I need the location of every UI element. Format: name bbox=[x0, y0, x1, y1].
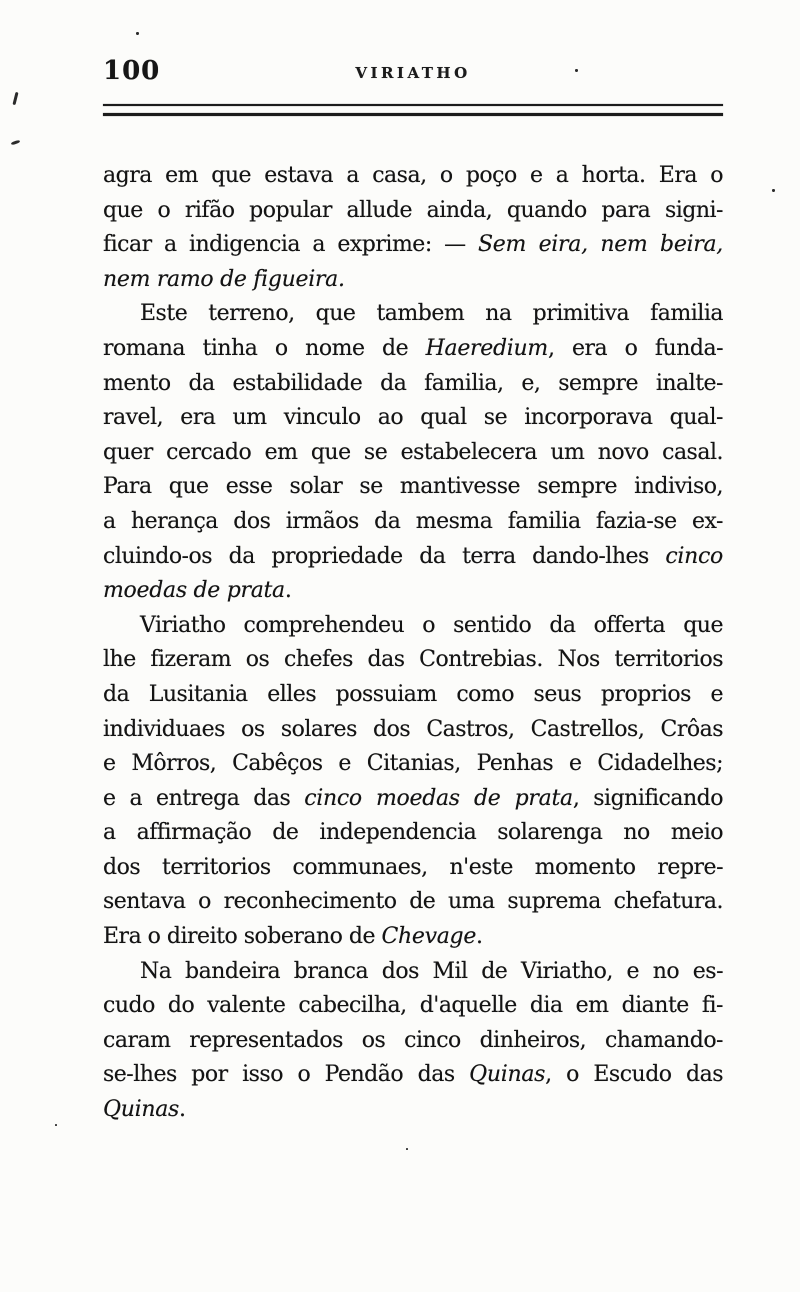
text-line bbox=[103, 1093, 723, 1128]
text-segment: a affirmação de independencia solarenga no meio bbox=[103, 820, 723, 846]
text-line bbox=[103, 609, 723, 644]
running-title: VIRIATHO bbox=[355, 64, 471, 82]
text-segment: e Môrros, Cabêços e Citanias, Penhas e Cidadelhes; bbox=[103, 751, 723, 777]
header-rule-top bbox=[103, 104, 723, 106]
text-line bbox=[103, 540, 723, 575]
text-segment: a herança dos irmãos da mesma familia fazia-se ex- bbox=[103, 508, 723, 534]
text-line bbox=[103, 782, 723, 817]
text-segment: Na bandeira branca dos Mil de Viriatho, e no es- bbox=[140, 958, 723, 984]
text-line bbox=[103, 920, 723, 955]
text-line bbox=[103, 1058, 723, 1093]
page-header bbox=[103, 56, 723, 90]
scan-artifact bbox=[11, 140, 20, 146]
italic-text-segment: Sem eira, nem beira, bbox=[477, 232, 723, 258]
text-segment: mento da estabilidade da familia, e, sempre inalte- bbox=[103, 370, 723, 396]
italic-text-segment: nem ramo de figueira. bbox=[103, 266, 345, 292]
scan-artifact bbox=[575, 69, 578, 72]
text-segment: , significando bbox=[572, 785, 723, 811]
text-line bbox=[103, 885, 723, 920]
text-line bbox=[103, 297, 723, 332]
text-line bbox=[103, 955, 723, 990]
italic-text-segment: cinco bbox=[665, 543, 723, 569]
text-segment: Para que esse solar se mantivesse sempre indiviso, bbox=[103, 474, 723, 500]
text-line bbox=[103, 228, 723, 263]
text-segment: Era o direito soberano de bbox=[103, 924, 382, 950]
text-line bbox=[103, 332, 723, 367]
text-segment: dos territorios communaes, n'este momento repre- bbox=[103, 854, 723, 880]
text-line bbox=[103, 851, 723, 886]
text-line bbox=[103, 643, 723, 678]
text-segment: quer cercado em que se estabelecera um novo casal. bbox=[103, 439, 723, 465]
scan-artifact bbox=[12, 92, 18, 105]
text-line bbox=[103, 194, 723, 229]
text-line bbox=[103, 1024, 723, 1059]
text-segment: . bbox=[179, 1097, 186, 1123]
text-line bbox=[103, 401, 723, 436]
italic-text-segment: Quinas bbox=[469, 1062, 546, 1088]
text-segment: sentava o reconhecimento de uma suprema chefatura. bbox=[103, 889, 723, 915]
text-segment: Viriatho comprehendeu o sentido da offerta que bbox=[140, 612, 723, 638]
italic-text-segment: Quinas bbox=[103, 1097, 180, 1123]
italic-text-segment: Haeredium bbox=[425, 335, 548, 361]
page-body bbox=[103, 159, 723, 1128]
text-segment: da Lusitania elles possuiam como seus proprios e bbox=[103, 681, 723, 707]
text-segment: Este terreno, que tambem na primitiva familia bbox=[140, 301, 723, 327]
text-line bbox=[103, 263, 723, 298]
text-segment: cluindo-os da propriedade da terra dando-lhes bbox=[103, 543, 666, 569]
text-segment: ravel, era um vinculo ao qual se incorporava qual- bbox=[103, 405, 723, 431]
italic-text-segment: cinco moedas de prata bbox=[304, 785, 573, 811]
text-line bbox=[103, 436, 723, 471]
text-line bbox=[103, 816, 723, 851]
text-line bbox=[103, 470, 723, 505]
text-line bbox=[103, 159, 723, 194]
text-line bbox=[103, 678, 723, 713]
scan-artifact bbox=[136, 32, 139, 35]
text-segment: . bbox=[284, 578, 292, 604]
text-segment: caram representados os cinco dinheiros, chamando- bbox=[103, 1027, 723, 1053]
text-segment: individuaes os solares dos Castros, Castrellos, Crôas bbox=[103, 716, 723, 742]
text-line bbox=[103, 367, 723, 402]
text-line bbox=[103, 747, 723, 782]
scan-artifact bbox=[406, 1148, 408, 1150]
text-line bbox=[103, 574, 723, 609]
scan-artifact bbox=[55, 1124, 57, 1126]
text-segment: se-lhes por isso o Pendão das bbox=[103, 1062, 470, 1088]
text-segment: agra em que estava a casa, o poço e a horta. Era o bbox=[103, 163, 723, 188]
text-line bbox=[103, 989, 723, 1024]
italic-text-segment: moedas de prata bbox=[103, 578, 285, 604]
page-number: 100 bbox=[103, 56, 161, 86]
text-segment: , o Escudo das bbox=[545, 1062, 723, 1088]
text-segment: . bbox=[476, 924, 483, 950]
scan-artifact bbox=[772, 189, 775, 192]
text-line bbox=[103, 713, 723, 748]
text-segment: e a entrega das bbox=[103, 785, 305, 811]
text-segment: que o rifão popular allude ainda, quando para signi- bbox=[103, 197, 723, 223]
text-segment: romana tinha o nome de bbox=[103, 335, 426, 361]
text-segment: , era o funda- bbox=[547, 335, 723, 361]
text-segment: ficar a indigencia a exprime: — bbox=[103, 232, 478, 258]
text-segment: cudo do valente cabecilha, d'aquelle dia em diante fi- bbox=[103, 993, 723, 1019]
header-rule-bottom bbox=[103, 113, 723, 116]
text-segment: lhe fizeram os chefes das Contrebias. Nos territorios bbox=[103, 647, 723, 673]
text-line bbox=[103, 505, 723, 540]
italic-text-segment: Chevage bbox=[381, 924, 477, 950]
